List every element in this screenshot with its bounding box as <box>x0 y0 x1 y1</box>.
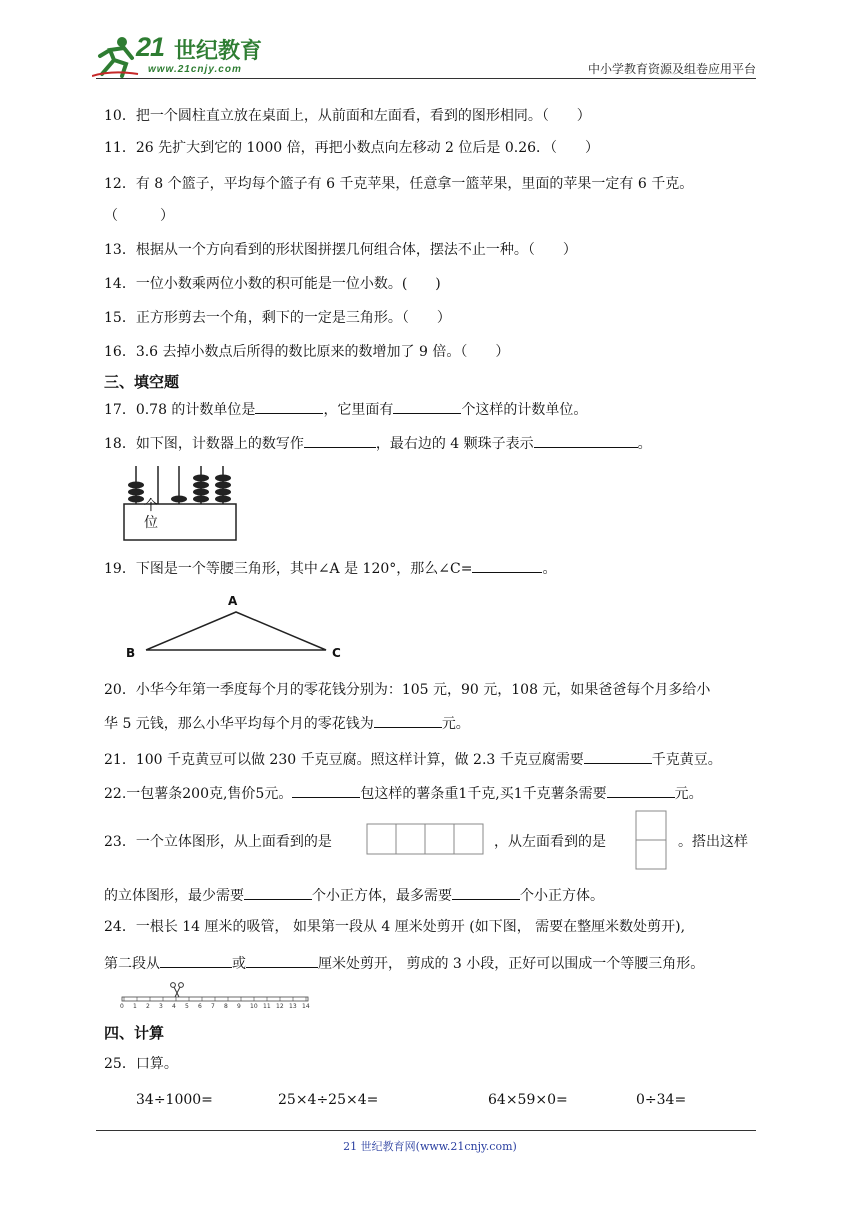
ruler-tick-label: 9 <box>237 1003 241 1010</box>
triangle-figure <box>120 592 350 664</box>
answer-blank[interactable] <box>246 952 318 968</box>
left-view-figure <box>635 810 667 870</box>
vertex-label-a: A <box>228 594 238 608</box>
scissors-icon <box>171 983 184 997</box>
ruler-tick-label: 1 <box>133 1003 137 1010</box>
ruler-tick-label: 13 <box>289 1003 297 1010</box>
straw-ruler-drawing <box>118 982 314 1004</box>
ruler-tick-label: 14 <box>302 1003 310 1010</box>
question-23: 23．一个立体图形，从上面看到的是 <box>104 834 332 850</box>
answer-blank[interactable] <box>607 782 675 798</box>
ruler-labels <box>118 1003 314 1013</box>
question-18: 18．如下图，计数器上的数写作 ，最右边的 4 颗珠子表示 。 <box>104 432 652 454</box>
question-25: 25．口算。 <box>104 1056 178 1072</box>
question-14: 14．一位小数乘两位小数的积可能是一位小数。( ) <box>104 276 441 292</box>
calc-item: 25×4÷25×4= <box>278 1092 379 1108</box>
footer-text: 21 世纪教育网(www.21cnjy.com) <box>343 1140 517 1153</box>
ruler-tick-label: 2 <box>146 1003 150 1010</box>
question-19: 19．下图是一个等腰三角形，其中∠A 是 120°，那么∠C= 。 <box>104 557 556 579</box>
answer-blank[interactable] <box>304 432 376 448</box>
footer-divider <box>96 1130 756 1131</box>
question-24-line2: 第二段从 或 厘米处剪开， 剪成的 3 小段，正好可以围成一个等腰三角形。 <box>104 952 704 974</box>
straw-ruler-figure <box>118 982 314 1014</box>
question-23-mid: ，从左面看到的是 <box>494 834 606 850</box>
question-23-line2: 的立体图形，最少需要 个小正方体，最多需要 个小正方体。 <box>104 884 604 906</box>
ruler-tick-label: 3 <box>159 1003 163 1010</box>
vertex-label-c: C <box>332 646 341 660</box>
answer-blank[interactable] <box>584 748 652 764</box>
abacus-label: 个位 <box>144 498 158 531</box>
question-22: 22.一包薯条200克,售价5元。 包这样的薯条重1千克,买1千克薯条需要 元。 <box>104 782 703 804</box>
site-logo <box>92 34 262 80</box>
question-20-line2: 华 5 元钱，那么小华平均每个月的零花钱为 元。 <box>104 712 470 734</box>
ruler-tick-label: 5 <box>185 1003 189 1010</box>
answer-blank[interactable] <box>472 557 542 573</box>
vertex-label-b: B <box>126 646 136 660</box>
abacus-drawing <box>120 462 240 542</box>
answer-blank[interactable] <box>393 398 461 414</box>
question-23-end: 。搭出这样 <box>678 834 748 850</box>
ruler-tick-label: 10 <box>250 1003 258 1010</box>
ruler-tick-label: 11 <box>263 1003 271 1010</box>
platform-name: 中小学教育资源及组卷应用平台 <box>587 62 756 76</box>
question-16: 16．3.6 去掉小数点后所得的数比原来的数增加了 9 倍。（ ） <box>104 344 510 360</box>
answer-blank[interactable] <box>244 884 312 900</box>
runner-icon <box>92 34 142 78</box>
ruler-tick-label: 12 <box>276 1003 284 1010</box>
question-20: 20．小华今年第一季度每个月的零花钱分别为：105 元，90 元，108 元，如果爸爸每个月多给小 <box>104 682 711 698</box>
answer-blank[interactable] <box>452 884 520 900</box>
question-21: 21．100 千克黄豆可以做 230 千克豆腐。照这样计算，做 2.3 千克豆腐需要 千克黄豆。 <box>104 748 722 770</box>
calc-item: 34÷1000= <box>136 1092 213 1108</box>
ruler-tick-label: 7 <box>211 1003 215 1010</box>
answer-blank[interactable] <box>374 712 442 728</box>
logo-name: 世纪教育 <box>174 39 263 64</box>
question-11: 11．26 先扩大到它的 1000 倍，再把小数点向左移动 2 位后是 0.26．（ ） <box>104 140 600 156</box>
question-24: 24．一根长 14 厘米的吸管， 如果第一段从 4 厘米处剪开 (如下图， 需要在整厘米数处剪开), <box>104 919 686 935</box>
answer-blank[interactable] <box>534 432 638 448</box>
section-heading-calc: 四、计算 <box>104 1024 165 1042</box>
ruler-tick-label: 8 <box>224 1003 228 1010</box>
question-15: 15．正方形剪去一个角，剩下的一定是三角形。（ ） <box>104 310 451 326</box>
ruler-tick-label: 4 <box>172 1003 176 1010</box>
header-divider <box>96 78 756 79</box>
question-12-bracket: （ ） <box>104 208 174 224</box>
top-view-figure <box>366 823 484 855</box>
calc-item: 64×59×0= <box>488 1092 568 1108</box>
question-13: 13．根据从一个方向看到的形状图拼摆几何组合体，摆法不止一种。（ ） <box>104 242 577 258</box>
answer-blank[interactable] <box>292 782 360 798</box>
ruler-tick-label: 0 <box>120 1003 124 1010</box>
question-17: 17．0.78 的计数单位是 ，它里面有 个这样的计数单位。 <box>104 398 587 420</box>
logo-number: 21 <box>136 32 165 62</box>
question-10: 10．把一个圆柱直立放在桌面上，从前面和左面看，看到的图形相同。（ ） <box>104 108 591 124</box>
answer-blank[interactable] <box>160 952 232 968</box>
section-heading-fill: 三、填空题 <box>104 373 180 391</box>
logo-url: www.21cnjy.com <box>148 64 242 75</box>
question-12: 12．有 8 个篮子，平均每个篮子有 6 千克苹果，任意拿一篮苹果，里面的苹果一定有 6 千克。 <box>104 176 694 192</box>
calc-item: 0÷34= <box>636 1092 687 1108</box>
answer-blank[interactable] <box>255 398 323 414</box>
abacus-figure <box>120 462 240 542</box>
ruler-tick-label: 6 <box>198 1003 202 1010</box>
